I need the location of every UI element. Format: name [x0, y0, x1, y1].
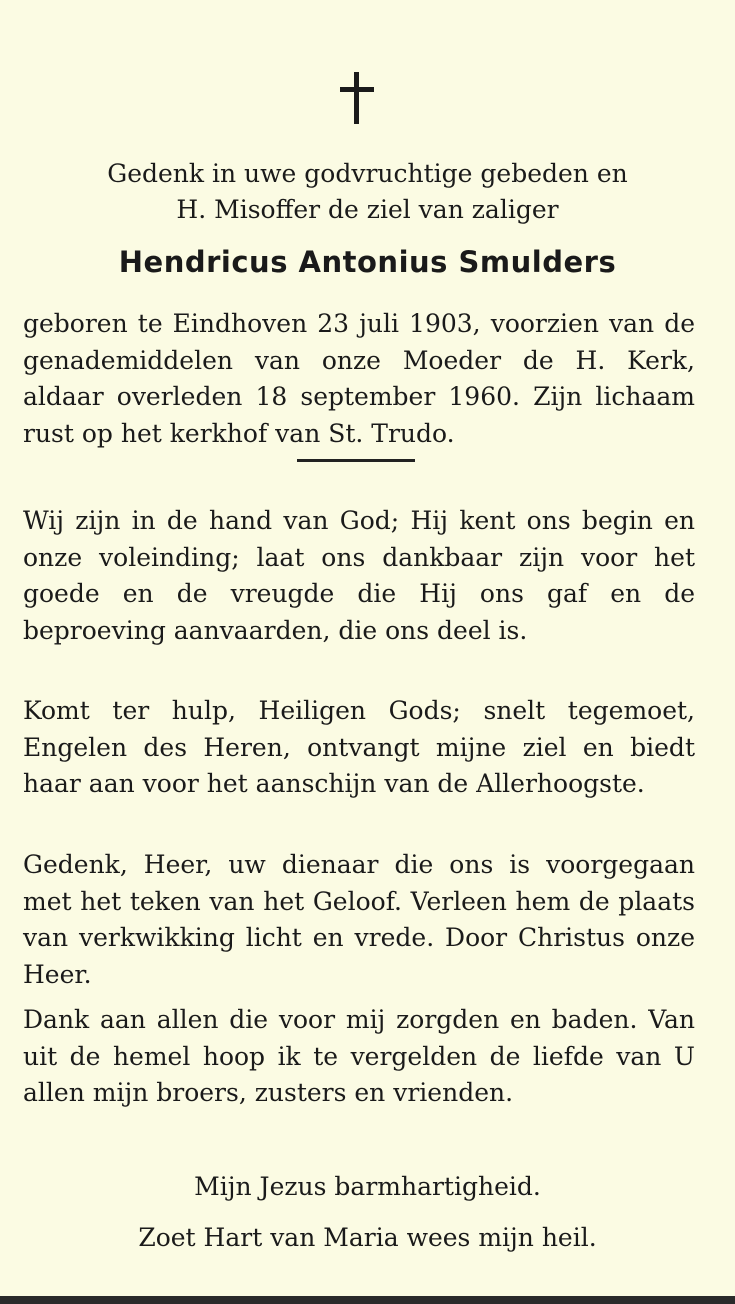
closing-line-1: Mijn Jezus barmhartigheid. — [194, 1172, 541, 1201]
prayer-paragraph-1: Wij zijn in de hand van God; Hij kent ons begin en onze voleinding; laat ons dankbaar zijn voor het goede en de vreugde die Hij ons gaf en de beproeving aanvaarden, die ons deel is. — [23, 506, 695, 645]
birth-death-details: geboren te Eindhoven 23 juli 1903, voorzien van de genademiddelen van onze Moeder de H. Kerk, aldaar overleden 18 september 1960. Zijn lichaam rust op het kerkhof van St. Trudo. — [23, 309, 695, 448]
intro-line-2: H. Misoffer de ziel van zaliger — [176, 195, 559, 224]
prayer-paragraph-2: Komt ter hulp, Heiligen Gods; snelt tegemoet, Engelen des Heren, ontvangt mijne ziel en biedt haar aan voor het aanschijn van de Allerhoogste. — [23, 696, 695, 798]
intro-line-1: Gedenk in uwe godvruchtige gebeden en — [107, 159, 628, 188]
divider-rule — [297, 459, 415, 462]
card-bottom-edge — [0, 1296, 735, 1304]
cross-icon — [340, 72, 374, 124]
prayer-paragraph-4: Dank aan allen die voor mij zorgden en baden. Van uit de hemel hoop ik te vergelden de liefde van U allen mijn broers, zusters en vrienden. — [23, 1005, 695, 1107]
intro-text — [0, 156, 735, 228]
prayer-paragraph-3: Gedenk, Heer, uw dienaar die ons is voorgegaan met het teken van het Geloof. Verleen hem de plaats van verkwikking licht en vrede. Door Christus onze Heer. — [23, 850, 695, 989]
closing-line-2: Zoet Hart van Maria wees mijn heil. — [138, 1223, 597, 1252]
deceased-name: Hendricus Antonius Smulders — [118, 245, 617, 279]
